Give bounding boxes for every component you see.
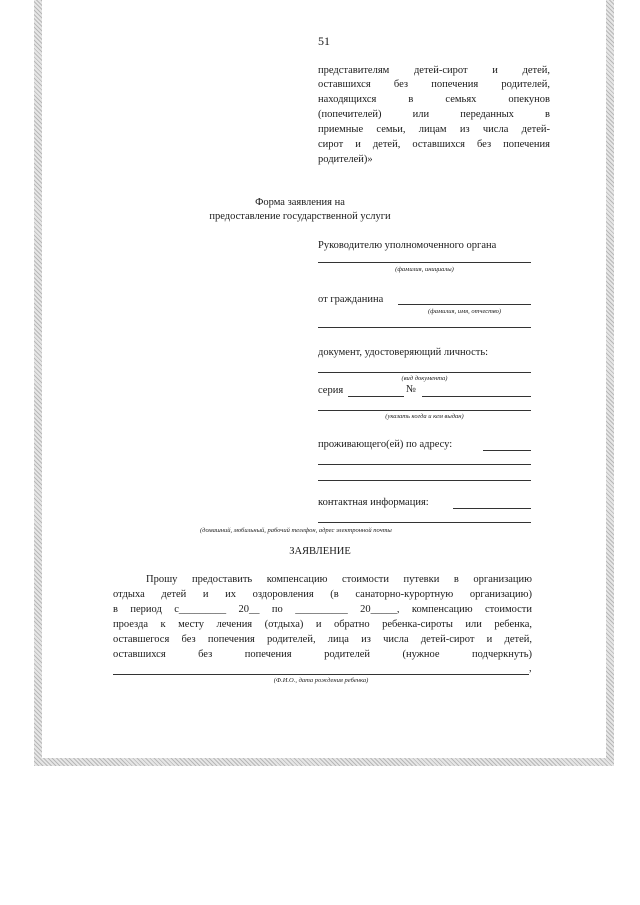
- child-hint: (Ф.И.О., дата рождения ребенка): [273, 677, 369, 684]
- continuation-line: сирот и детей, оставшихся без попечения: [318, 139, 550, 150]
- document-label: документ, удостоверяющий личность:: [318, 347, 489, 358]
- fill-line[interactable]: [318, 522, 531, 523]
- body-line: проезда к месту лечения (отдыха) и обратно ребенка-сироты или ребенка,: [113, 619, 532, 630]
- continuation-line: (попечителей) или переданных в: [318, 109, 550, 120]
- from-label: от гражданина: [318, 294, 384, 305]
- fill-line[interactable]: [422, 396, 531, 397]
- body-line: в период с_________ 20__ по __________ 20_____, компенсацию стоимости: [113, 604, 532, 615]
- fill-line[interactable]: [398, 304, 531, 305]
- fill-line[interactable]: [318, 480, 531, 481]
- form-title-line: предоставление государственной услуги: [209, 211, 391, 222]
- fill-line[interactable]: [318, 410, 531, 411]
- addressee-to: Руководителю уполномоченного органа: [318, 240, 497, 251]
- from-hint: (фамилия, имя, отчество): [427, 308, 502, 315]
- continuation-text: представителям детей-сирот и детей,: [318, 65, 550, 76]
- to-hint: (фамилия, инициалы): [395, 266, 454, 273]
- fill-line[interactable]: [318, 464, 531, 465]
- body-line: Прошу предоставить компенсацию стоимости путевки в организацию: [146, 574, 532, 585]
- number-label: №: [406, 384, 417, 395]
- continuation-line: находящихся в семьях опекунов: [318, 94, 550, 105]
- child-comma: ,: [529, 663, 532, 674]
- body-line: отдыха детей и их оздоровления (в санаторно-курортную организацию): [113, 589, 532, 600]
- fill-line[interactable]: [318, 262, 531, 263]
- continuation-line: [318, 63, 550, 78]
- fill-line[interactable]: [318, 372, 531, 373]
- contact-hint: (домашний, мобильный, рабочий телефон, адрес электронной почты: [200, 527, 392, 534]
- fill-line[interactable]: [348, 396, 404, 397]
- child-fill-line[interactable]: [113, 674, 529, 675]
- contact-label: контактная информация:: [318, 497, 429, 508]
- document-hint: (вид документа): [401, 375, 448, 382]
- issued-hint: (указать когда и кем выдан): [385, 413, 464, 420]
- series-label: серия: [318, 385, 344, 396]
- address-label: проживающего(ей) по адресу:: [318, 439, 453, 450]
- fill-line[interactable]: [483, 450, 531, 451]
- fill-line[interactable]: [318, 327, 531, 328]
- continuation-line: приемные семьи, лицам из числа детей-: [318, 124, 550, 135]
- continuation-line: родителей)»: [318, 154, 373, 165]
- page-number: 51: [318, 34, 330, 48]
- statement-heading: ЗАЯВЛЕНИЕ: [289, 546, 351, 557]
- form-title-line: Форма заявления на: [255, 197, 345, 208]
- body-line: оставшегося без попечения родителей, лица из числа детей-сирот и детей,: [113, 634, 532, 645]
- fill-line[interactable]: [453, 508, 531, 509]
- continuation-line: оставшихся без попечения родителей,: [318, 79, 550, 90]
- body-line: оставшихся без попечения родителей (нужное подчеркнуть): [113, 649, 532, 660]
